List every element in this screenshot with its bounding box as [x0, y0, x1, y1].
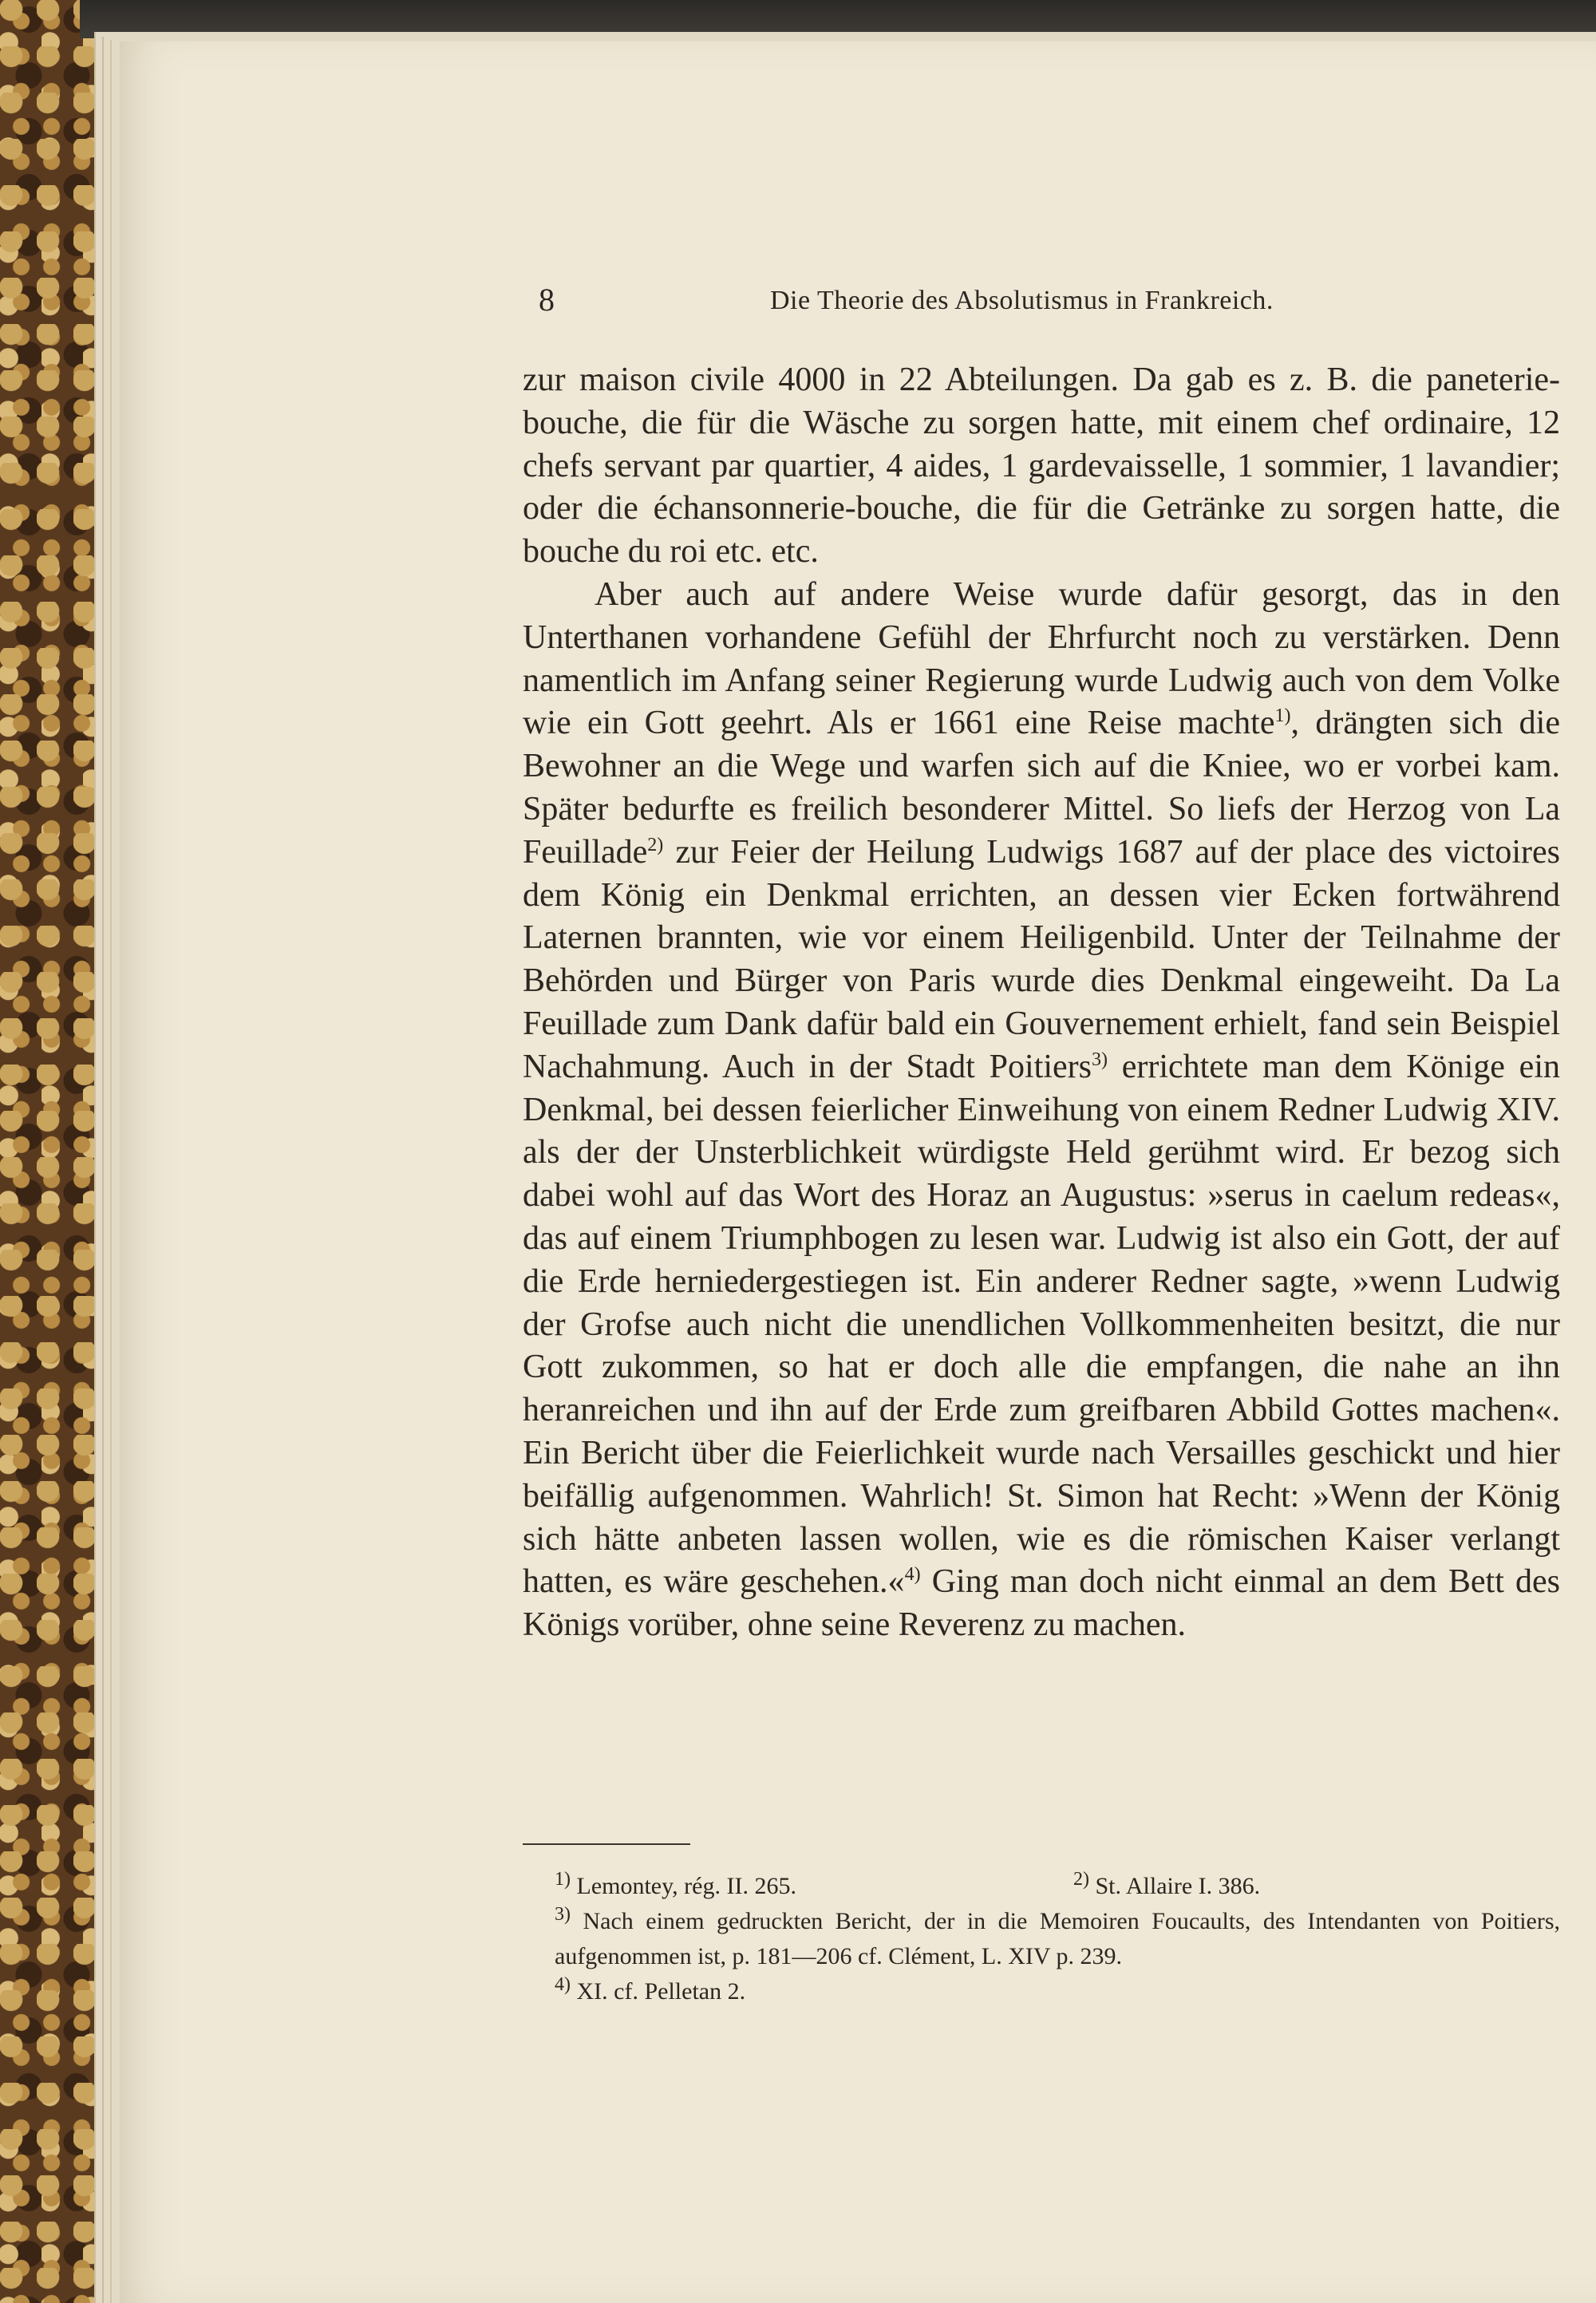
running-title: Die Theorie des Absolutismus in Frankreich. — [770, 286, 1274, 315]
paragraph-text: errichtete man dem Könige ein Denkmal, bei dessen feierlicher Einweihung von einem Redner Ludwig XIV. als der der Unsterblichkeit würdigste Held gerühmt wird. Er bezog sich dabei wohl auf das Wort des Horaz an Augustus: »serus in caelum redeas«, das auf einem Triumphbogen zu lesen war. Ludwig ist also ein Gott, der auf die Erde herniedergestiegen ist. Ein anderer Redner sagte, »wenn Ludwig der Grofse auch nicht die unendlichen Vollkommenheiten besitzt, die nur Gott zukommen, so hat er doch alle die empfangen, die nahe an ihn heranreichen und ihn auf der Erde zum greifbaren Abbild Gottes machen«. Ein Bericht über die Feierlichkeit wurde nach Versailles geschickt und hier beifällig aufgenommen. Wahrlich! St. Simon hat Recht: »Wenn der König sich hätte anbeten lassen wollen, wie es die römischen Kaiser verlangt hatten, es wäre geschehen.« — [523, 1048, 1560, 1601]
footnote-4: $^{4)}$ XI. cf. Pelletan 2. — [555, 1974, 746, 2005]
footnote-3: $^{3)}$ Nach einem gedruckten Bericht, der in die Memoiren Foucaults, des Intendanten von Poitiers, aufgenommen ist, p. 181—206 cf. Clément, L. XIV p. 239. — [555, 1904, 1561, 1969]
footnote-2: $^{2)}$ St. Allaire I. 386. — [1073, 1869, 1261, 1899]
footnote-reference[interactable]: 2) — [647, 834, 664, 855]
body-text — [523, 359, 1560, 1647]
paragraph-text: zur Feier der Heilung Ludwigs 1687 auf der place des victoires dem König ein Denkmal errichten, an dessen vier Ecken fortwährend Laternen brannten, wie vor einem Heiligenbild. Unter der Teilnahme der Behörden und Bürger von Paris wurde dies Denkmal eingeweiht. Da La Feuillade zum Dank dafür bald ein Gouvernement erhielt, fand sein Beispiel Nachahmung. Auch in der Stadt Poitiers — [523, 833, 1560, 1085]
paragraph — [523, 574, 1560, 1647]
footnote-1: $^{1)}$ Lemontey, rég. II. 265. — [555, 1869, 796, 1899]
footnote-divider — [523, 1843, 690, 1845]
running-header — [523, 281, 1560, 321]
paragraph-text: zur maison civile 4000 in 22 Abteilungen. Da gab es z. B. die paneterie-bouche, die für die Wäsche zu sorgen hatte, mit einem chef ordinaire, 12 chefs servant par quartier, 4 aides, 1 gardevaisselle, 1 sommier, 1 lavandier; oder die échansonnerie-bouche, die für die Getränke zu sorgen hatte, die bouche du roi etc. etc. — [523, 361, 1560, 571]
footnotes — [523, 1869, 1560, 2009]
footnote-row — [523, 1869, 1560, 1904]
footnote-reference[interactable]: 3) — [1091, 1049, 1108, 1070]
paragraph — [523, 359, 1560, 574]
page-number: 8 — [539, 282, 555, 318]
footnote-reference[interactable]: 1) — [1274, 705, 1291, 727]
paragraph-text: Ging man doch nicht einmal an dem Bett des Königs vorüber, ohne seine Reverenz zu machen. — [523, 1563, 1561, 1644]
paragraph-text: , drängten sich die Bewohner an die Wege und warfen sich auf die Kniee, wo er vorbei kam. Später bedurfte es freilich besonderer Mittel. So liefs der Herzog von La Feuillade — [523, 705, 1560, 871]
paragraph-text: Aber auch auf andere Weise wurde dafür gesorgt, das in den Unterthanen vorhandene Gefühl der Ehrfurcht noch zu verstärken. Denn namentlich im Anfang seiner Regierung wurde Ludwig auch von dem Volke wie ein Gott geehrt. Als er 1661 eine Reise machte — [523, 575, 1560, 742]
footnote-reference[interactable]: 4) — [904, 1564, 921, 1586]
book-page — [120, 41, 1596, 2303]
